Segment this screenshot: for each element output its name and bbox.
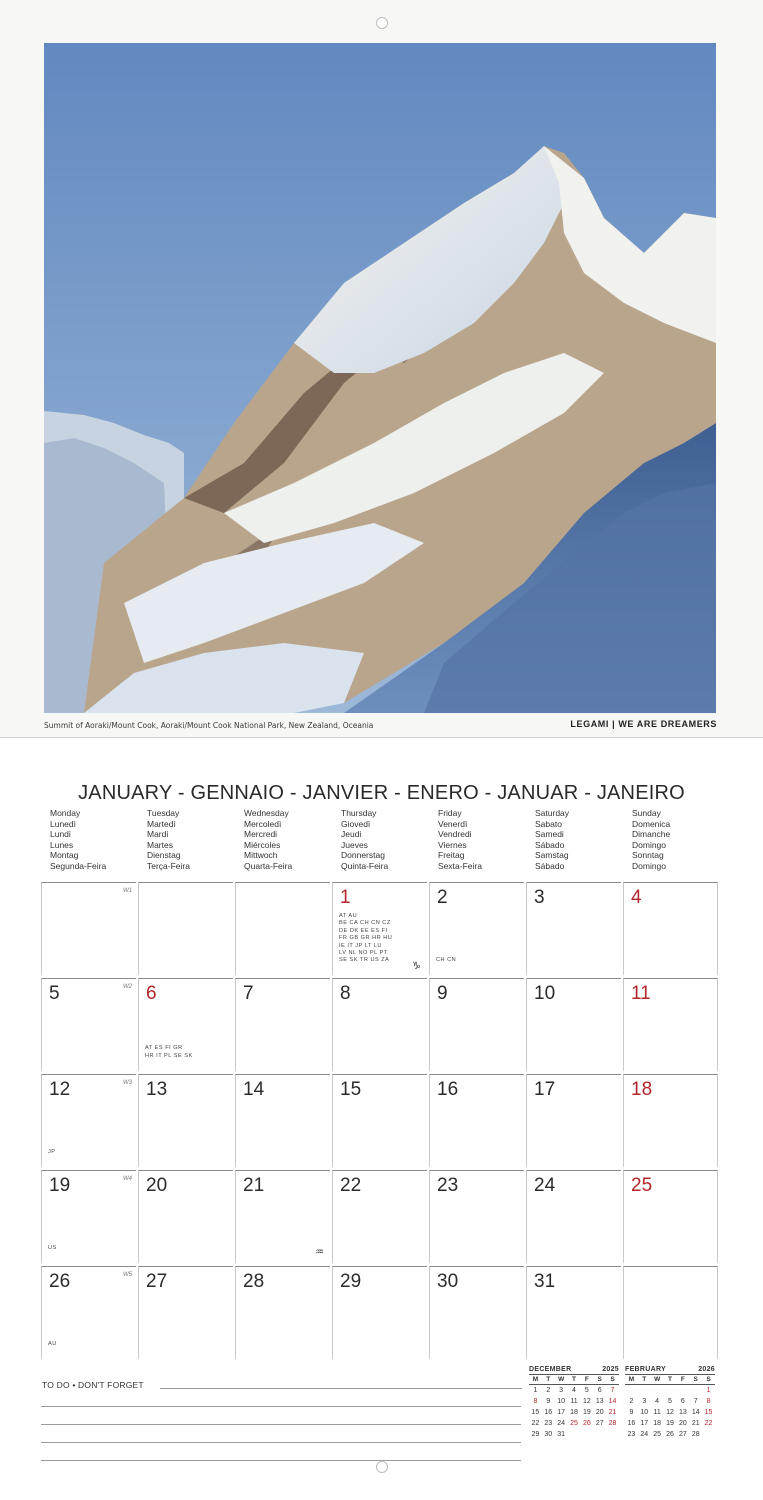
day-cell[interactable] [332, 1170, 427, 1263]
weekday-name: Martedì [147, 818, 176, 829]
country-code-line: AT AU [339, 913, 358, 919]
mini-day: 10 [640, 1409, 649, 1416]
day-cell[interactable] [429, 1170, 524, 1263]
mini-day: 15 [704, 1409, 713, 1416]
day-cell[interactable] [526, 1074, 621, 1167]
mini-calendar-header [529, 1366, 619, 1374]
day-cell[interactable] [623, 1170, 718, 1263]
country-code-line: HR IT PL SE SK [145, 1052, 193, 1059]
day-number: 6 [146, 983, 157, 1004]
hanging-hole [376, 17, 388, 29]
todo-line [41, 1442, 521, 1443]
day-cell[interactable] [526, 1170, 621, 1263]
day-cell[interactable] [623, 882, 718, 975]
day-number: 17 [534, 1079, 556, 1100]
weekday-name: Giovedì [341, 818, 371, 829]
day-cell[interactable] [235, 882, 330, 975]
mini-empty [638, 1385, 651, 1396]
mini-empty [651, 1385, 664, 1396]
weekday-name: Sábado [535, 860, 565, 871]
mini-calendar [529, 1366, 619, 1440]
mini-day: 27 [678, 1431, 687, 1438]
weekday-name: Viernes [438, 839, 467, 850]
mini-day: 10 [557, 1398, 566, 1405]
mini-day: 6 [680, 1398, 685, 1405]
day-number: 19 [49, 1175, 71, 1196]
weekday-name: Mardi [147, 829, 169, 840]
day-cell[interactable] [623, 1074, 718, 1167]
day-cell[interactable] [526, 978, 621, 1071]
holiday-country-codes [436, 957, 456, 964]
day-cell[interactable] [138, 882, 233, 975]
day-number: 13 [146, 1079, 168, 1100]
mini-day: 4 [572, 1387, 576, 1394]
hanging-hole [376, 1461, 388, 1473]
mini-day: 27 [595, 1420, 604, 1427]
weekday-name: Donnerstag [341, 850, 385, 861]
page-margin [0, 738, 32, 1500]
day-number: 11 [631, 983, 651, 1004]
weekday-name: Segunda-Feira [50, 860, 107, 871]
mini-weekday: M [532, 1376, 539, 1383]
day-cell[interactable] [41, 1170, 136, 1263]
mini-day: 14 [608, 1398, 617, 1405]
weekday-name: Vendredi [438, 829, 472, 840]
mini-day: 20 [595, 1409, 604, 1416]
mini-day: 8 [706, 1398, 711, 1405]
weekday-name: Saturday [535, 808, 570, 818]
weekday-label [535, 808, 569, 872]
weekday-name: Lunedì [50, 818, 76, 829]
week-number: W3 [123, 1080, 132, 1086]
country-code-line: AT ES FI GR [145, 1045, 183, 1052]
day-number: 9 [437, 983, 448, 1004]
country-code-line: FR GB GR HR HU [339, 935, 393, 942]
day-number: 28 [243, 1271, 265, 1292]
weekday-name: Terça-Feira [147, 860, 190, 871]
mini-weekday: S [693, 1376, 698, 1383]
weekday-name: Sabato [535, 818, 562, 829]
day-number: 18 [631, 1079, 653, 1100]
weekday-name: Mercoledì [244, 818, 282, 829]
mini-day: 17 [557, 1409, 566, 1416]
day-cell[interactable] [332, 1266, 427, 1359]
mini-day: 29 [531, 1431, 540, 1438]
mini-day: 22 [704, 1420, 713, 1427]
country-code-line: CH CN [436, 956, 457, 963]
mini-day: 7 [610, 1387, 615, 1394]
mini-day: 24 [557, 1420, 566, 1427]
mini-month-name: DECEMBER [529, 1366, 572, 1373]
day-cell[interactable] [41, 978, 136, 1071]
country-code-line: SE SK TR US ZA [339, 957, 390, 964]
mini-day: 23 [544, 1420, 553, 1427]
weekday-name: Dimanche [632, 829, 671, 840]
calendar-grid-page [32, 738, 731, 1500]
todo-line [41, 1424, 521, 1425]
mini-empty [676, 1385, 689, 1396]
week-number: W1 [123, 888, 132, 894]
day-number: 3 [534, 887, 545, 908]
mini-empty [689, 1385, 702, 1396]
day-number: 25 [631, 1175, 653, 1196]
weekday-name: Thursday [341, 808, 377, 818]
mini-day: 12 [666, 1409, 674, 1416]
day-number: 26 [49, 1271, 71, 1292]
week-number: W2 [123, 984, 132, 990]
mini-day: 25 [653, 1431, 662, 1438]
mini-weekday: W [558, 1376, 565, 1383]
holiday-country-codes [339, 913, 392, 965]
day-number: 1 [340, 887, 351, 908]
weekday-label [50, 808, 106, 872]
day-number: 7 [243, 983, 254, 1004]
weekday-name: Sunday [632, 808, 661, 818]
country-code-line: JP [48, 1148, 56, 1155]
day-number: 30 [437, 1271, 459, 1292]
day-cell[interactable] [332, 882, 427, 975]
brand-label: LEGAMI | WE ARE DREAMERS [570, 719, 717, 729]
mini-day: 16 [544, 1409, 553, 1416]
day-cell[interactable] [429, 882, 524, 975]
todo-line [41, 1460, 521, 1461]
mini-empty [664, 1385, 677, 1396]
weekday-name: Domenica [632, 818, 671, 829]
day-number: 21 [243, 1175, 265, 1196]
mini-day: 18 [653, 1420, 662, 1427]
day-number: 22 [340, 1175, 362, 1196]
day-number: 4 [631, 887, 642, 908]
week-number: W5 [123, 1272, 132, 1278]
day-cell[interactable] [429, 978, 524, 1071]
weekday-name: Sonntag [632, 850, 664, 861]
mini-weekday: T [668, 1376, 672, 1383]
mini-day: 12 [582, 1398, 591, 1405]
mini-day: 8 [533, 1398, 538, 1405]
capricorn-icon: ♑ [412, 961, 421, 972]
weekday-name: Mercredi [244, 829, 278, 840]
weekday-name: Martes [147, 839, 173, 850]
mini-calendar-header [625, 1366, 715, 1374]
mini-day: 28 [608, 1420, 617, 1427]
weekday-name: Samstag [535, 850, 569, 861]
holiday-country-codes [48, 1245, 57, 1252]
weekday-name: Monday [50, 808, 81, 818]
weekday-name: Jueves [341, 839, 368, 850]
mini-weekday: T [572, 1376, 576, 1383]
weekday-label [341, 808, 388, 872]
weekday-name: Montag [50, 850, 79, 861]
mini-day: 11 [653, 1409, 661, 1416]
mini-calendar [625, 1366, 715, 1440]
weekday-name: Friday [438, 808, 462, 818]
mini-days [625, 1385, 715, 1440]
mini-day: 2 [629, 1398, 634, 1405]
mini-day: 15 [531, 1409, 540, 1416]
day-cell[interactable] [41, 1266, 136, 1359]
mini-weekday-row [529, 1374, 619, 1385]
weekday-name: Dienstag [147, 850, 181, 861]
mini-day: 9 [546, 1398, 551, 1405]
day-number: 31 [534, 1271, 556, 1292]
mini-day: 3 [642, 1398, 647, 1405]
mini-weekday: M [628, 1376, 635, 1383]
weekday-name: Lundi [50, 829, 71, 840]
weekday-name: Samedi [535, 829, 564, 840]
day-cell[interactable] [332, 1074, 427, 1167]
mini-day: 4 [655, 1398, 660, 1405]
mini-days [529, 1385, 619, 1440]
weekday-label [632, 808, 670, 872]
mini-year: 2026 [698, 1366, 715, 1373]
mini-month-name: FEBRUARY [625, 1366, 667, 1373]
day-cell[interactable] [235, 1170, 330, 1263]
country-code-line: AU [48, 1340, 57, 1347]
weekday-name: Domingo [632, 860, 667, 871]
weekday-name: Tuesday [147, 808, 180, 818]
weekday-name: Domingo [632, 839, 667, 850]
mini-year: 2025 [602, 1366, 619, 1373]
mini-day: 26 [582, 1420, 591, 1427]
weekday-name: Venerdì [438, 818, 468, 829]
country-code-line: DE DK EE ES FI [339, 927, 388, 934]
day-number: 16 [437, 1079, 459, 1100]
mini-weekday: S [597, 1376, 602, 1383]
weekday-name: Wednesday [244, 808, 289, 818]
aoraki-mountain-illustration [44, 43, 716, 713]
weekday-name: Sexta-Feira [438, 860, 482, 871]
weekday-name: Mittwoch [244, 850, 278, 861]
mini-day: 13 [595, 1398, 604, 1405]
week-number: W4 [123, 1176, 132, 1182]
weekday-name: Jeudi [341, 829, 362, 840]
mini-day: 2 [546, 1387, 551, 1394]
mini-day: 1 [533, 1387, 538, 1394]
mini-weekday: F [680, 1376, 685, 1383]
day-cell[interactable] [138, 978, 233, 1071]
weekday-name: Freitag [438, 850, 465, 861]
weekday-label [438, 808, 482, 872]
mini-weekday-row [625, 1374, 715, 1385]
day-cell[interactable] [429, 1074, 524, 1167]
mini-day: 11 [570, 1398, 578, 1405]
mini-day: 31 [557, 1431, 566, 1438]
mini-day: 18 [570, 1409, 578, 1416]
aquarius-icon: ♒ [315, 1247, 324, 1258]
country-code-line: IE IT JP LT LU [339, 942, 382, 949]
mini-day: 23 [627, 1431, 636, 1438]
mini-weekday: F [584, 1376, 589, 1383]
mini-day: 17 [640, 1420, 649, 1427]
mini-day: 22 [531, 1420, 540, 1427]
mini-day: 16 [627, 1420, 636, 1427]
day-cell[interactable] [623, 978, 718, 1071]
todo-line [41, 1406, 521, 1407]
day-cell[interactable] [429, 1266, 524, 1359]
mini-weekday: S [706, 1376, 711, 1383]
day-number: 23 [437, 1175, 459, 1196]
top-calendar-page [0, 0, 763, 738]
country-code-line: LV NL NO PL PT [339, 950, 388, 957]
mini-day: 21 [691, 1420, 700, 1427]
day-cell[interactable] [235, 1266, 330, 1359]
mini-day: 25 [570, 1420, 578, 1427]
mini-day: 30 [544, 1431, 553, 1438]
mini-day: 9 [629, 1409, 634, 1416]
mini-weekday: T [642, 1376, 647, 1383]
month-title: JANUARY - GENNAIO - JANVIER - ENERO - JANUAR - JANEIRO [78, 782, 685, 804]
day-cell[interactable] [332, 978, 427, 1071]
mini-day: 1 [706, 1387, 711, 1394]
mini-day: 7 [693, 1398, 698, 1405]
weekday-label [147, 808, 190, 872]
weekday-name: Quinta-Feira [341, 860, 389, 871]
mini-day: 20 [678, 1420, 687, 1427]
todo-line [160, 1388, 522, 1389]
day-number: 14 [243, 1079, 265, 1100]
mini-day: 6 [597, 1387, 602, 1394]
mini-day: 5 [668, 1398, 672, 1405]
day-cell[interactable] [138, 1074, 233, 1167]
mini-day: 19 [666, 1420, 674, 1427]
holiday-country-codes [48, 1149, 56, 1156]
photo-caption: Summit of Aoraki/Mount Cook, Aoraki/Mount Cook National Park, New Zealand, Oceania [44, 721, 374, 730]
day-cell[interactable] [526, 882, 621, 975]
mini-day: 14 [691, 1409, 700, 1416]
day-cell[interactable] [41, 1074, 136, 1167]
day-cell[interactable] [623, 1266, 718, 1359]
mini-day: 3 [559, 1387, 564, 1394]
mini-weekday: T [546, 1376, 551, 1383]
day-cell[interactable] [235, 1074, 330, 1167]
day-number: 10 [534, 983, 556, 1004]
day-number: 29 [340, 1271, 362, 1292]
weekday-name: Sábado [535, 839, 565, 850]
mini-empty [625, 1385, 638, 1396]
weekday-label [244, 808, 292, 872]
mini-day: 5 [584, 1387, 589, 1394]
day-number: 8 [340, 983, 351, 1004]
day-number: 12 [49, 1079, 71, 1100]
mini-day: 24 [640, 1431, 649, 1438]
weekday-name: Miércoles [244, 839, 281, 850]
day-number: 2 [437, 887, 448, 908]
country-code-line: US [48, 1244, 57, 1251]
holiday-country-codes [145, 1045, 193, 1060]
mini-day: 19 [582, 1409, 591, 1416]
day-number: 20 [146, 1175, 168, 1196]
mini-weekday: S [610, 1376, 615, 1383]
country-code-line: BE CA CH CN CZ [339, 920, 391, 927]
day-cell[interactable] [41, 882, 136, 975]
weekday-name: Quarta-Feira [244, 860, 293, 871]
day-cell[interactable] [235, 978, 330, 1071]
weekday-name: Lunes [50, 839, 74, 850]
day-number: 27 [146, 1271, 168, 1292]
holiday-country-codes [48, 1341, 57, 1348]
day-number: 15 [340, 1079, 362, 1100]
day-number: 5 [49, 983, 60, 1004]
mountain-photo [44, 43, 716, 713]
mini-day: 26 [666, 1431, 674, 1438]
day-number: 24 [534, 1175, 556, 1196]
day-cell[interactable] [138, 1266, 233, 1359]
day-cell[interactable] [138, 1170, 233, 1263]
mini-day: 28 [691, 1431, 700, 1438]
mini-day: 21 [608, 1409, 617, 1416]
day-cell[interactable] [526, 1266, 621, 1359]
mini-weekday: W [654, 1376, 661, 1383]
todo-label: TO DO • DON'T FORGET [42, 1380, 144, 1390]
mini-day: 13 [678, 1409, 687, 1416]
